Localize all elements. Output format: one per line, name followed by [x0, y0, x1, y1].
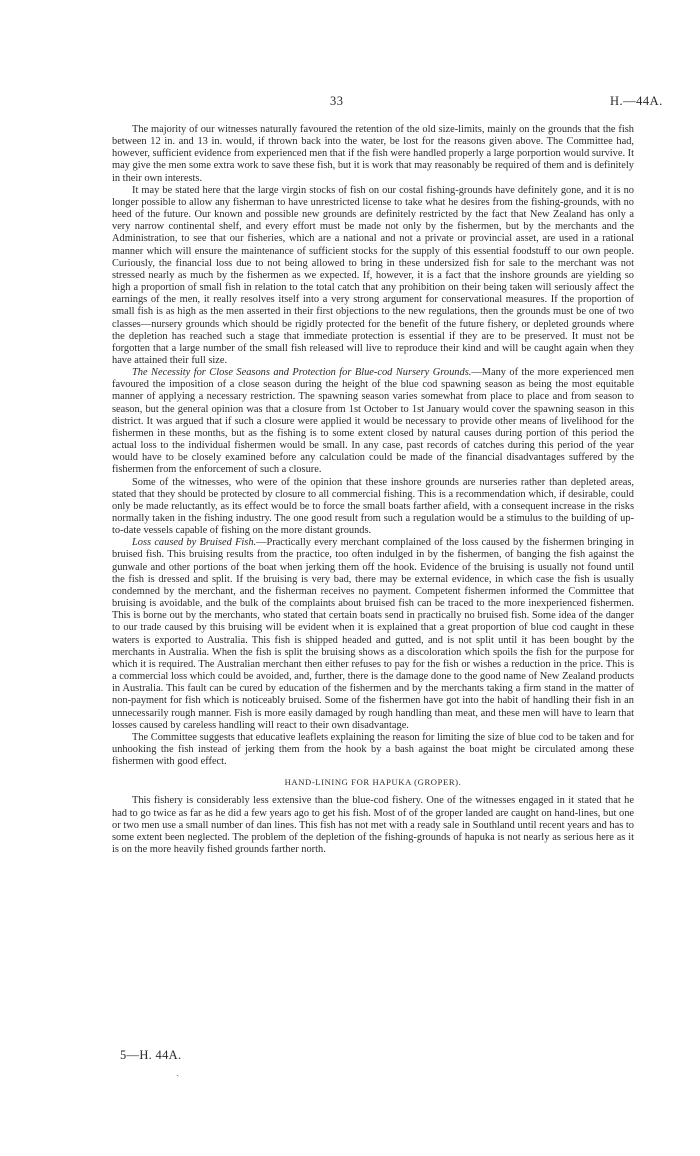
paragraph-close-seasons: [112, 367, 634, 476]
paragraph-hapuka: This fishery is considerably less extensive than the blue-cod fishery. One of the witnesses engaged in it stated that he had to go twice as far as he did a few years ago to get his fish. Most of of the groper landed are caught on hand-lines, but one or two men use a small number of dan lines. This fish has not met with a ready sale in Southland until recent years and has to some extent been neglected. The problem of the depletion of the fishing-grounds of hapuka is not nearly as serious here as it is on the more heavily fished grounds farther north.: [112, 795, 634, 856]
footer-signature: 5—H. 44A.: [120, 1048, 182, 1062]
section-heading-text: HAND-LINING FOR HAPUKA (GROPER).: [284, 777, 462, 788]
document-body: [112, 124, 634, 856]
paragraph-committee-suggestion: The Committee suggests that educative leaflets explaining the reason for limiting the size of blue cod to be taken and for unhooking the fish instead of jerking them from the hook by a bash against the boat might be circulated among these fishermen with good effect.: [112, 731, 634, 768]
paragraph-size-limits: The majority of our witnesses naturally favoured the retention of the old size-limits, mainly on the grounds that the fish between 12 in. and 13 in. would, if thrown back into the water, be lost for the reasons given above. The Committee had, however, sufficient evidence from experienced men that if the fish were handled properly a large porportion would survive. It may give the men some extra work to save these fish, but it is work that may reasonably be required of them and is definitely in their own interests.: [112, 124, 635, 184]
paragraph-nursery-grounds: Some of the witnesses, who were of the opinion that these inshore grounds are nurseries rather than depleted areas, stated that they should be protected by closure to all commercial fishing. This is a recommendation which, if desirable, could only be made reluctantly, as its effect would be to force the small boats farther afield, with a consequent increase in the risks normally taken in the fishing industry. The one good result from such a regulation would be a stimulus to the building of up-to-date vessels capable of fishing on the more distant grounds.: [112, 476, 634, 537]
bruised-fish-text: —Practically every merchant complained of the loss caused by the fishermen bringing in bruised fish. This bruising results from the practice, too often indulged in by the fishermen, of banging the fish against the gunwale and other portions of the boat when jerking them off the hook. Evidence of the bruising is usually not found until the fish is dressed and split. If the bruising is very bad, there may be external evidence, in which case the fish is usually condemned by the merchant, and the fisherman receives no payment. Competent fishermen informed the Committee that bruising is avoidable, and the bulk of the complaints about bruised fish can be traced to the more inexperienced fishermen. This is borne out by the merchants, who stated that certain boats send in practically no bruised fish. Some idea of the danger to our trade caused by this bruising will be evident when it is explained that a great proportion of blue cod caught in these waters is exported to Australia. This fish is shipped headed and gutted, and is not split until it has been bought by the merchants in Australia. When the fish is split the bruising shows as a discoloration which spoils the fish for the purpose for which it is required. The Australian merchant then either refuses to pay for the fish or wishes a reduction in the price. This is a commercial loss which could be avoided, and, further, there is the damage done to the good name of New Zealand products in Australia. This fault can be cured by education of the fishermen and by the merchants taking a firm stand in the matter of non-payment for fish which is noticeably bruised. Some of the fishermen have got into the habit of handling their fish in an unnecessarily rough manner. Fish is more easily damaged by rough handling than meat, and these men will have to learn that losses caused by careless handling will react to their own disadvantage.: [112, 537, 634, 731]
page-number: 33: [330, 94, 344, 108]
paragraph-bruised-fish: [112, 537, 634, 732]
close-seasons-text: —Many of the more experienced men favoured the imposition of a close season during the height of the blue cod spawning season as being the most equitable manner of applying a necessary restriction. The spawning season varies somewhat from place to place and from season to season, but the general opinion was that a closure from 1st October to 1st January would cover the spawning season in this district. It was argued that if such a closure were applied it would be necessary to provide other means of livelihood for the fishermen in these months, but as the fishing is to some extent closed by natural causes during portion of this period the actual loss to the individual fishermen would be small. In any case, past records of catches during this period of the year would have to be closely examined before any calculation could be made of the financial disadvantages suffered by the fishermen from the enforcement of such a closure.: [112, 367, 634, 476]
document-reference: H.—44A.: [610, 94, 663, 108]
paragraph-virgin-stocks: It may be stated here that the large virgin stocks of fish on our costal fishing-grounds have definitely gone, and it is no longer possible to allow any fisherman to have unrestricted license to take what he desires from the fishing-grounds, with no heed of the future. Our known and possible new grounds are definitely restricted by the fact that New Zealand has only a very narrow continental shelf, and every effort must be made not only by the fishermen, but by the merchants and the Administration, to see that our fisheries, which are a national and not a private or provincial asset, are used in a rational manner which will ensure the maintenance of sufficient stocks for the supply of this essential foodstuff to our own people. Curiously, the financial loss due to not being allowed to bring in these undersized fish for sale to the merchant was not stressed nearly as much by the fishermen as we expected. If, however, it is a fact that the inshore grounds are yielding so high a proportion of small fish in relation to the total catch that any prohibition on their being taken will seriously affect the earnings of the men, it really resolves itself into a very strong argument for conservational measures. If the proportion of small fish is as high as the men asserted in their first objections to the new regulations, then the grounds must be one of two classes—nursery grounds which should be rigidly protected for the benefit of the future fishery, or depleted grounds where the depletion has reached such a stage that immediate protection is essential if they are to be preserved. It must not be forgotten that a large number of the small fish released will live to reproduce their kind and will be caught again when they have attained their full size.: [112, 184, 634, 366]
bruised-fish-title: Loss caused by Bruised Fish.: [132, 537, 257, 549]
section-heading-hapuka: [112, 776, 634, 789]
print-mark: ˎ: [176, 1066, 180, 1077]
close-seasons-title: The Necessity for Close Seasons and Protection for Blue-cod Nursery Grounds.: [132, 367, 472, 379]
